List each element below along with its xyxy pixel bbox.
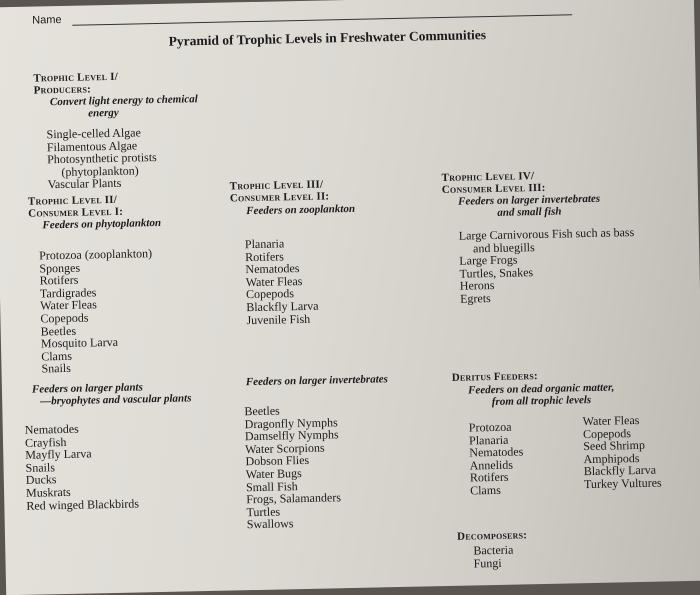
list-item: Beetles [40,323,77,339]
decomposers-heading-line: Decomposers: [456,529,528,543]
list-item: Clams [41,348,73,364]
detritus-role [468,381,615,408]
list-item: Nematodes [24,421,79,437]
list-item: Red winged Blackbirds [26,496,140,513]
level2-role-line: Feeders on phytoplankton [42,216,162,232]
list-item: Blackfly Larva [246,298,319,315]
list-item: Small Fish [245,478,298,494]
list-item: Copepods [245,286,295,302]
level3-heading-line: Trophic Level III/ [229,178,324,193]
list-item: Large Frogs [459,252,518,268]
level4-role-line: and small fish [497,205,562,219]
list-item: Clams [469,482,501,498]
list-item: Swallows [246,516,294,532]
detritus-heading [452,370,538,384]
list-item: Annelids [469,457,514,473]
list-item: Copepods [40,310,89,326]
level4-heading [441,170,545,196]
page-title: Pyramid of Trophic Levels in Freshwater Communities [168,27,487,49]
level1-heading-line: Trophic Level I/ [33,70,119,85]
list-item: Seed Shrimp [583,438,646,454]
level1-items [46,126,157,191]
detritus-col1 [469,420,525,497]
name-line [72,14,572,25]
level2-heading-line: Consumer Level I: [28,205,124,220]
level4-role-line: Feeders on larger invertebrates [457,192,601,208]
list-item: Rotifers [469,470,509,485]
list-item: Muskrats [25,484,71,500]
detritus-col2 [583,414,662,491]
level2-role-b-line: Feeders on larger plants [31,381,143,396]
level2-items-b [25,421,139,511]
list-item: Juvenile Fish [246,311,311,327]
list-item: Water Fleas [245,273,303,289]
list-item: Vascular Plants [47,176,122,192]
level1-role [50,93,198,120]
level2-items [39,247,155,375]
level3-role [246,203,355,217]
level1-heading [33,71,118,97]
level2-role [42,217,161,231]
level3-heading-line: Consumer Level II: [229,190,330,205]
list-item: Protozoa [468,419,512,435]
level2-heading [28,194,123,220]
list-item: Photosynthetic protists [46,150,157,167]
list-item: Damselfly Nymphs [244,427,339,444]
list-item: Snails [25,460,56,475]
level3-items-b [244,403,341,531]
list-item: Egrets [459,291,491,306]
level1-role-line: Convert light energy to chemical [49,93,198,109]
list-item: Bacteria [473,542,514,558]
list-item: Dobson Flies [245,453,310,469]
level2-heading-line: Trophic Level II/ [27,193,118,208]
level4-items [459,226,636,305]
list-item: Nematodes [245,261,300,277]
list-item: Blackfly Larva [583,463,657,479]
level2-role-b [32,380,192,407]
level1-heading-line: Producers: [33,83,92,97]
list-item: Snails [41,361,71,376]
list-item: Rotifers [39,272,79,288]
list-item: Water Fleas [40,297,98,313]
list-item: Planaria [244,236,285,252]
list-item: Sponges [39,260,81,276]
level3-role-b-line: Feeders on larger invertebrates [245,373,388,389]
level2-role-b-line: —bryophytes and vascular plants [40,392,192,408]
list-item: Frogs, Salamanders [246,490,342,507]
list-item: Fungi [473,555,502,571]
list-item: Amphipods [583,450,640,466]
list-item: Nematodes [469,444,524,460]
level3-role-b [246,373,388,388]
level1-role-line: energy [88,106,119,120]
list-item: Mosquito Larva [40,335,119,351]
level3-heading [230,178,330,204]
list-item: Turtles [246,504,281,519]
list-item: Crayfish [24,434,67,450]
list-item: Beetles [244,403,280,419]
level4-role [458,193,601,220]
list-item: Turtles, Snakes [459,264,534,281]
level3-role-line: Feeders on zooplankton [246,202,356,218]
list-item: Turkey Vultures [583,475,662,492]
list-item: Rotifers [245,248,285,264]
list-item: Copepods [582,425,632,441]
level3-items [245,237,319,327]
decomposers-heading [457,529,527,542]
list-item: Herons [459,278,495,294]
name-label: Name [32,13,62,27]
level4-heading-line: Trophic Level IV/ [441,170,535,185]
list-item: Single-celled Algae [46,125,142,142]
list-item: Water Fleas [582,412,640,429]
list-item: Dragonfly Nymphs [244,414,338,431]
list-item: Large Carnivorous Fish such as bass [458,225,635,243]
list-item: Protozoa (zooplankton) [38,246,153,263]
list-item: Filamentous Algae [46,138,138,154]
list-item: Water Bugs [245,466,302,482]
detritus-heading-line: Deritus Feeders: [451,370,538,384]
list-item: Water Scorpions [245,440,325,457]
list-item: Mayfly Larva [25,446,92,463]
level4-heading-line: Consumer Level III: [441,181,546,197]
list-item: (phytoplankton) [61,163,139,179]
list-item: Ducks [25,472,57,488]
list-item: and bluegills [472,239,535,256]
list-item: Planaria [468,432,509,448]
detritus-role-line: from all trophic levels [491,393,592,409]
decomposers-items [473,544,514,570]
list-item: Tardigrades [39,285,97,301]
detritus-role-line: Feeders on dead organic matter, [467,381,615,397]
